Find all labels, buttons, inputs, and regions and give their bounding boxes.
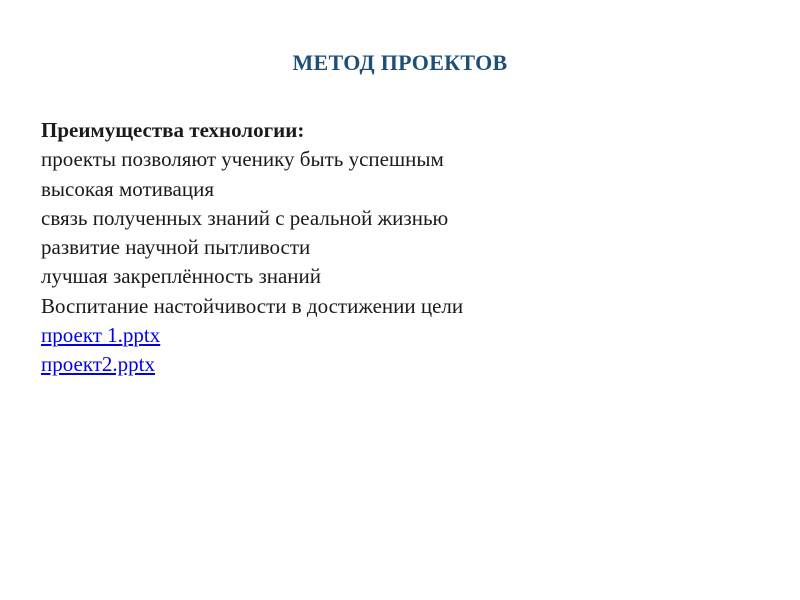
slide-body [41, 116, 781, 380]
project-1-link[interactable]: проект 1.pptx [41, 323, 161, 348]
list-item: высокая мотивация [41, 176, 214, 201]
slide-title: МЕТОД ПРОЕКТОВ [292, 50, 508, 75]
list-item: проекты позволяют ученику быть успешным [41, 147, 444, 172]
list-item: развитие научной пытливости [41, 235, 311, 260]
list-item: Воспитание настойчивости в достижении цели [41, 293, 464, 318]
list-item: лучшая закреплённость знаний [41, 264, 322, 289]
list-item: связь полученных знаний с реальной жизнью [41, 205, 449, 230]
advantages-heading: Преимущества технологии: [41, 118, 305, 142]
project-2-link[interactable]: проект2.pptx [41, 352, 156, 377]
